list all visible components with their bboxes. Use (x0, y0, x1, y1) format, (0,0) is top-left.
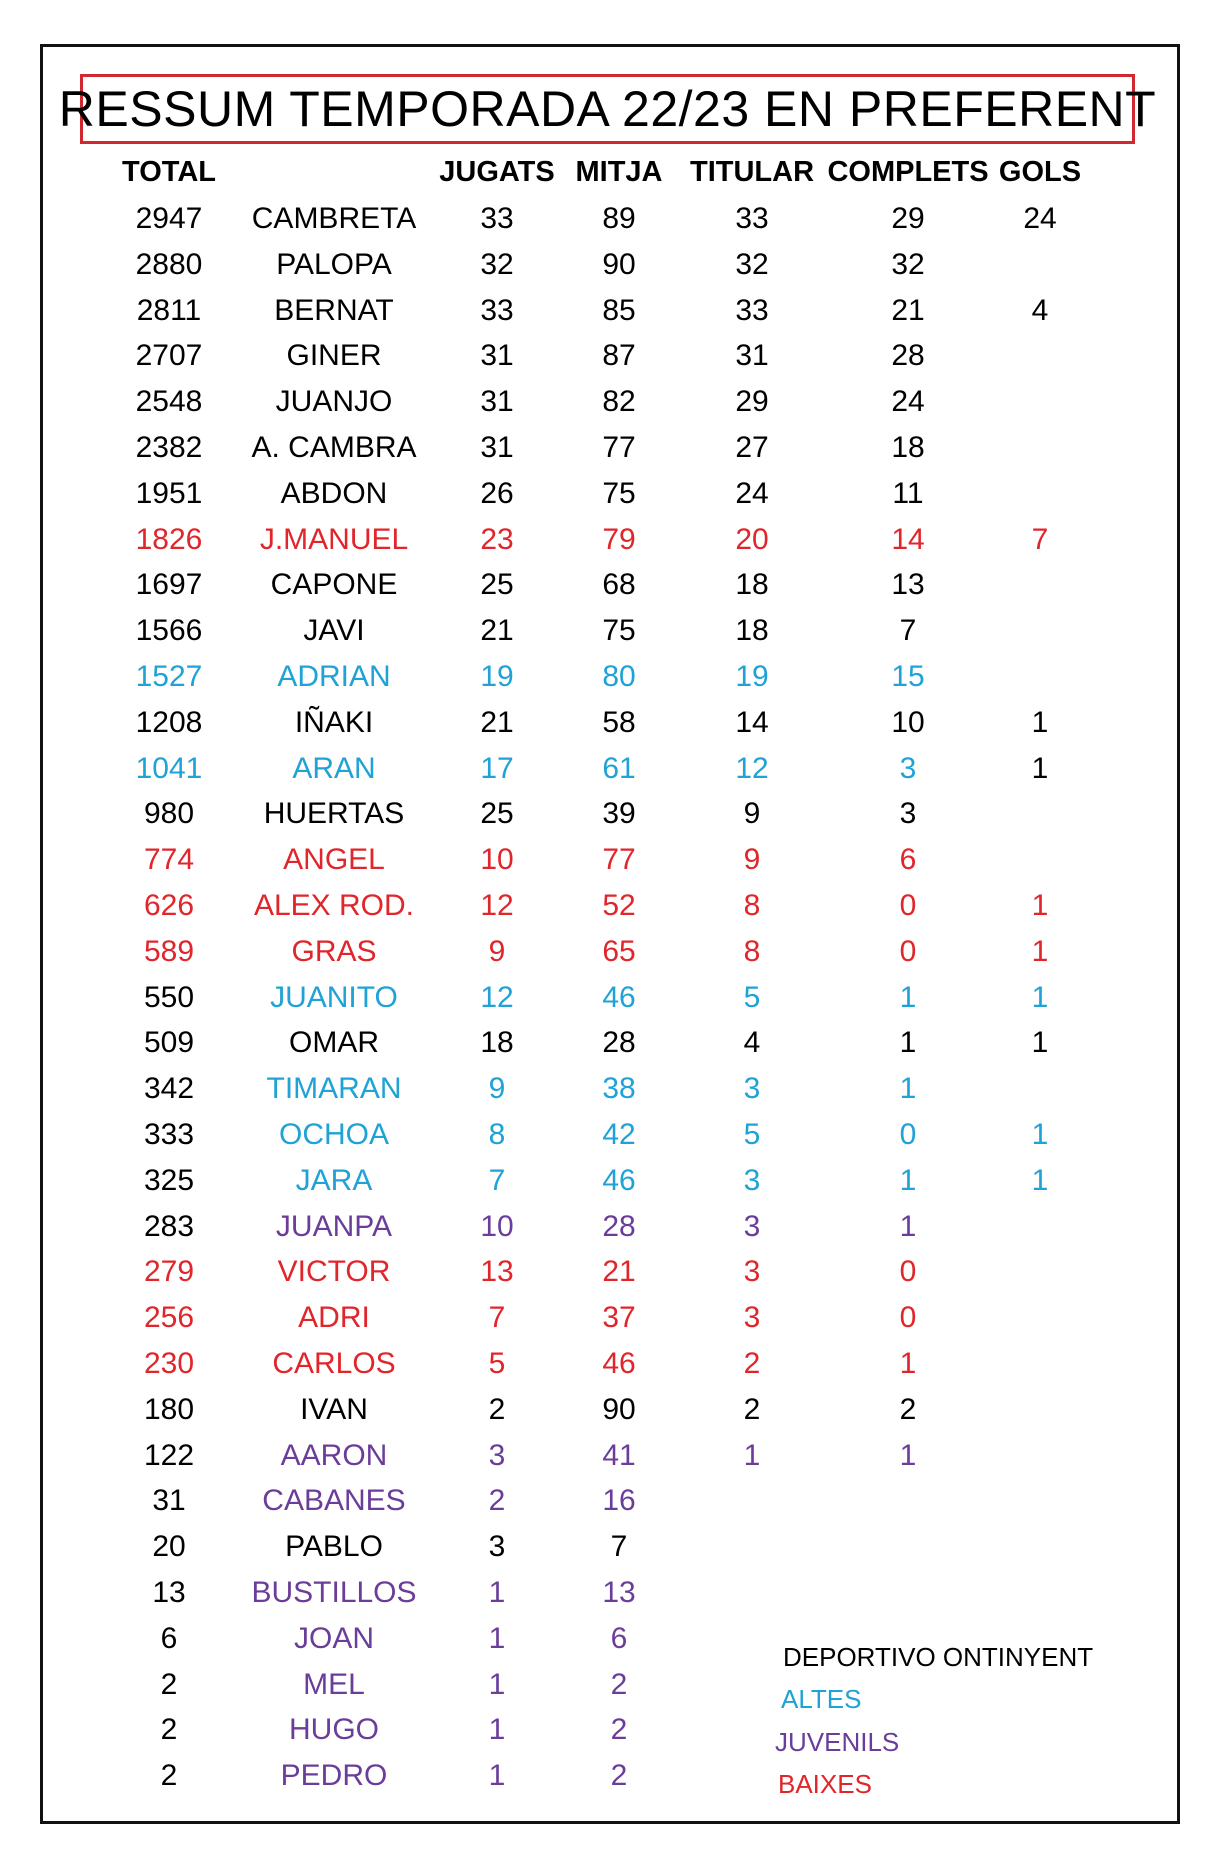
cell-titular: 5 (743, 980, 761, 1014)
cell-jugats: 2 (488, 1484, 506, 1518)
cell-titular: 20 (735, 522, 769, 556)
cell-jugats: 5 (488, 1347, 506, 1380)
cell-mitja: 16 (602, 1484, 636, 1518)
header-complets: COMPLETS (827, 156, 989, 188)
cell-mitja: 79 (602, 522, 636, 556)
cell-mitja: 42 (602, 1118, 636, 1151)
cell-complets: 15 (891, 660, 925, 693)
cell-name: MEL (303, 1667, 365, 1701)
legend-juvenils: JUVENILS (775, 1727, 900, 1757)
cell-complets: 0 (899, 934, 917, 968)
cell-complets: 2 (899, 1392, 917, 1426)
cell-jugats: 31 (480, 431, 514, 464)
cell-total: 1208 (135, 705, 203, 739)
cell-gols: 1 (1031, 1118, 1049, 1151)
cell-titular: 12 (735, 751, 769, 785)
cell-name: JUANPA (275, 1209, 393, 1243)
cell-name: JUANITO (270, 980, 398, 1014)
cell-complets: 0 (899, 1118, 917, 1151)
cell-mitja: 89 (602, 202, 636, 235)
cell-name: ADRI (298, 1301, 370, 1335)
cell-name: BERNAT (274, 293, 394, 327)
cell-total: 1826 (135, 522, 203, 556)
cell-name: JUANJO (275, 385, 393, 419)
cell-jugats: 1 (488, 1713, 506, 1747)
cell-gols: 1 (1031, 1163, 1049, 1197)
cell-total: 2 (160, 1667, 178, 1701)
cell-total: 2 (160, 1759, 178, 1793)
cell-mitja: 28 (602, 1209, 636, 1243)
cell-name: HUERTAS (263, 797, 405, 831)
cell-mitja: 75 (602, 614, 636, 648)
cell-name: JOAN (293, 1621, 374, 1655)
cell-total: 122 (143, 1438, 195, 1472)
cell-name: OMAR (289, 1026, 379, 1060)
cell-name: PABLO (285, 1530, 383, 1564)
cell-mitja: 80 (602, 660, 636, 693)
cell-mitja: 7 (610, 1530, 628, 1564)
cell-mitja: 41 (602, 1438, 636, 1472)
cell-name: J.MANUEL (259, 522, 409, 556)
cell-mitja: 87 (602, 339, 636, 373)
cell-mitja: 77 (602, 843, 636, 877)
cell-jugats: 26 (480, 476, 514, 510)
cell-total: 509 (143, 1026, 195, 1060)
cell-total: 2382 (135, 431, 203, 464)
cell-jugats: 21 (480, 614, 514, 648)
cell-mitja: 2 (610, 1713, 628, 1747)
cell-mitja: 46 (602, 1163, 636, 1197)
cell-complets: 0 (899, 1255, 917, 1289)
cell-jugats: 25 (480, 568, 514, 602)
cell-titular: 4 (743, 1026, 761, 1060)
cell-total: 2 (160, 1713, 178, 1747)
cell-total: 31 (152, 1484, 186, 1518)
cell-name: JARA (295, 1163, 373, 1197)
cell-complets: 21 (891, 293, 925, 327)
cell-mitja: 82 (602, 385, 636, 419)
cell-mitja: 65 (602, 934, 636, 968)
cell-titular: 32 (735, 247, 769, 281)
cell-titular: 3 (743, 1301, 761, 1335)
cell-complets: 14 (891, 522, 925, 556)
cell-titular: 3 (743, 1209, 761, 1243)
cell-total: 180 (143, 1392, 195, 1426)
cell-titular: 33 (735, 293, 769, 327)
legend-club: DEPORTIVO ONTINYENT (783, 1642, 1094, 1672)
cell-titular: 9 (743, 797, 761, 831)
cell-jugats: 8 (488, 1118, 506, 1151)
cell-titular: 14 (735, 705, 769, 739)
cell-titular: 2 (743, 1347, 761, 1380)
cell-name: GINER (286, 339, 382, 373)
cell-titular: 2 (743, 1392, 761, 1426)
cell-jugats: 12 (480, 889, 514, 922)
header-mitja: MITJA (575, 156, 663, 188)
cell-jugats: 19 (480, 660, 514, 693)
cell-gols: 1 (1031, 934, 1049, 968)
cell-jugats: 7 (488, 1163, 506, 1197)
cell-total: 2811 (136, 293, 202, 327)
cell-mitja: 2 (610, 1759, 628, 1793)
cell-total: 230 (143, 1347, 195, 1380)
cell-jugats: 10 (480, 843, 514, 877)
cell-jugats: 32 (480, 247, 514, 281)
cell-complets: 24 (891, 385, 925, 419)
cell-titular: 9 (743, 843, 761, 877)
cell-titular: 24 (735, 476, 769, 510)
cell-jugats: 10 (480, 1209, 514, 1243)
legend-altes: ALTES (781, 1684, 862, 1714)
cell-total: 256 (143, 1301, 195, 1335)
cell-jugats: 9 (488, 1072, 506, 1106)
cell-name: CAPONE (270, 568, 398, 602)
cell-titular: 3 (743, 1072, 761, 1106)
cell-total: 1566 (135, 614, 203, 648)
cell-gols: 1 (1031, 751, 1049, 785)
cell-name: JAVI (303, 614, 365, 648)
cell-name: GRAS (291, 934, 377, 968)
cell-titular: 8 (743, 889, 761, 922)
cell-total: 342 (143, 1072, 195, 1106)
cell-titular: 19 (735, 660, 769, 693)
cell-titular: 3 (743, 1255, 761, 1289)
cell-total: 325 (143, 1163, 195, 1197)
cell-jugats: 13 (480, 1255, 514, 1289)
cell-complets: 1 (899, 980, 917, 1014)
cell-jugats: 1 (488, 1667, 506, 1701)
header-gols: GOLS (998, 156, 1082, 188)
cell-mitja: 58 (602, 705, 636, 739)
cell-total: 626 (143, 889, 195, 922)
cell-mitja: 2 (610, 1667, 628, 1701)
cell-name: VICTOR (277, 1255, 391, 1289)
cell-titular: 29 (735, 385, 769, 419)
cell-complets: 0 (899, 1301, 917, 1335)
cell-complets: 1 (899, 1026, 917, 1060)
cell-jugats: 12 (480, 980, 514, 1014)
cell-jugats: 1 (488, 1759, 506, 1793)
cell-total: 283 (143, 1209, 195, 1243)
cell-complets: 11 (892, 476, 924, 510)
cell-name: ABDON (280, 476, 388, 510)
cell-name: CAMBRETA (251, 202, 417, 235)
cell-mitja: 52 (602, 889, 636, 922)
cell-complets: 18 (891, 431, 925, 464)
cell-total: 589 (143, 934, 195, 968)
cell-jugats: 3 (488, 1438, 506, 1472)
cell-mitja: 90 (602, 247, 636, 281)
cell-mitja: 6 (610, 1621, 628, 1655)
cell-name: TIMARAN (266, 1072, 402, 1106)
cell-name: AARON (280, 1438, 388, 1472)
cell-gols: 24 (1023, 202, 1057, 235)
cell-complets: 1 (899, 1209, 917, 1243)
cell-titular: 27 (735, 431, 769, 464)
cell-titular: 18 (735, 614, 769, 648)
page-title: RESSUM TEMPORADA 22/23 EN PREFERENT (80, 74, 1135, 144)
header-titular: TITULAR (689, 156, 815, 188)
cell-name: BUSTILLOS (251, 1576, 417, 1609)
cell-complets: 1 (899, 1072, 917, 1106)
cell-jugats: 2 (488, 1392, 506, 1426)
cell-mitja: 85 (602, 293, 636, 327)
cell-gols: 1 (1031, 705, 1049, 739)
cell-complets: 1 (899, 1347, 917, 1380)
cell-total: 2548 (135, 385, 203, 419)
cell-mitja: 46 (602, 980, 636, 1014)
cell-jugats: 31 (480, 339, 514, 373)
cell-total: 1527 (135, 660, 203, 693)
cell-jugats: 33 (480, 202, 514, 235)
cell-complets: 6 (899, 843, 917, 877)
cell-name: A. CAMBRA (251, 431, 417, 464)
cell-total: 2947 (135, 202, 203, 235)
legend-baixes: BAIXES (778, 1769, 872, 1799)
cell-name: CABANES (262, 1484, 406, 1518)
cell-titular: 31 (735, 339, 769, 373)
cell-name: PEDRO (280, 1759, 388, 1793)
cell-total: 2707 (135, 339, 203, 373)
cell-complets: 13 (891, 568, 925, 602)
cell-jugats: 1 (488, 1621, 506, 1655)
cell-name: IVAN (300, 1392, 368, 1426)
cell-mitja: 13 (602, 1576, 636, 1609)
cell-jugats: 25 (480, 797, 514, 831)
cell-mitja: 77 (602, 431, 636, 464)
cell-titular: 1 (743, 1438, 761, 1472)
cell-gols: 7 (1031, 522, 1049, 556)
cell-total: 20 (152, 1530, 186, 1564)
cell-name: OCHOA (278, 1118, 389, 1151)
cell-total: 13 (152, 1576, 186, 1609)
cell-complets: 3 (899, 797, 917, 831)
cell-jugats: 3 (488, 1530, 506, 1564)
cell-complets: 0 (899, 889, 917, 922)
cell-titular: 18 (735, 568, 769, 602)
cell-name: ARAN (292, 751, 376, 785)
cell-mitja: 28 (602, 1026, 636, 1060)
cell-total: 1697 (135, 568, 203, 602)
cell-mitja: 39 (602, 797, 636, 831)
cell-gols: 1 (1031, 889, 1049, 922)
cell-name: CARLOS (272, 1347, 396, 1380)
cell-gols: 4 (1031, 293, 1049, 327)
cell-titular: 33 (735, 202, 769, 235)
cell-complets: 7 (899, 614, 917, 648)
cell-name: HUGO (289, 1713, 379, 1747)
cell-total: 774 (143, 843, 195, 877)
cell-jugats: 33 (480, 293, 514, 327)
header-jugats: JUGATS (439, 156, 555, 188)
header-total: TOTAL (122, 156, 216, 188)
cell-complets: 1 (899, 1438, 917, 1472)
cell-mitja: 21 (602, 1255, 636, 1289)
cell-name: IÑAKI (294, 705, 374, 739)
cell-mitja: 90 (602, 1392, 636, 1426)
cell-complets: 28 (891, 339, 925, 373)
cell-total: 333 (143, 1118, 195, 1151)
cell-total: 550 (143, 980, 195, 1014)
cell-complets: 32 (891, 247, 925, 281)
cell-mitja: 37 (602, 1301, 636, 1335)
cell-jugats: 1 (488, 1576, 506, 1609)
cell-name: ANGEL (283, 843, 385, 877)
cell-name: ADRIAN (277, 660, 391, 693)
cell-total: 2880 (135, 247, 203, 281)
cell-mitja: 46 (602, 1347, 636, 1380)
cell-complets: 3 (899, 751, 917, 785)
cell-total: 6 (160, 1621, 178, 1655)
cell-mitja: 75 (602, 476, 636, 510)
cell-total: 1041 (135, 751, 203, 785)
cell-titular: 8 (743, 934, 761, 968)
cell-mitja: 38 (602, 1072, 636, 1106)
cell-gols: 1 (1031, 1026, 1049, 1060)
cell-name: ALEX ROD. (253, 889, 415, 922)
cell-total: 980 (143, 797, 195, 831)
cell-jugats: 17 (480, 751, 514, 785)
cell-complets: 10 (891, 705, 925, 739)
cell-total: 279 (143, 1255, 195, 1289)
cell-jugats: 7 (488, 1301, 506, 1335)
cell-jugats: 21 (480, 705, 514, 739)
cell-titular: 5 (743, 1118, 761, 1151)
cell-jugats: 9 (488, 934, 506, 968)
cell-gols: 1 (1031, 980, 1049, 1014)
cell-jugats: 31 (480, 385, 514, 419)
cell-name: PALOPA (276, 247, 392, 281)
cell-complets: 29 (891, 202, 925, 235)
cell-mitja: 61 (602, 751, 636, 785)
cell-total: 1951 (135, 476, 203, 510)
cell-mitja: 68 (602, 568, 636, 602)
cell-jugats: 23 (480, 522, 514, 556)
cell-jugats: 18 (480, 1026, 514, 1060)
cell-complets: 1 (899, 1163, 917, 1197)
cell-titular: 3 (743, 1163, 761, 1197)
